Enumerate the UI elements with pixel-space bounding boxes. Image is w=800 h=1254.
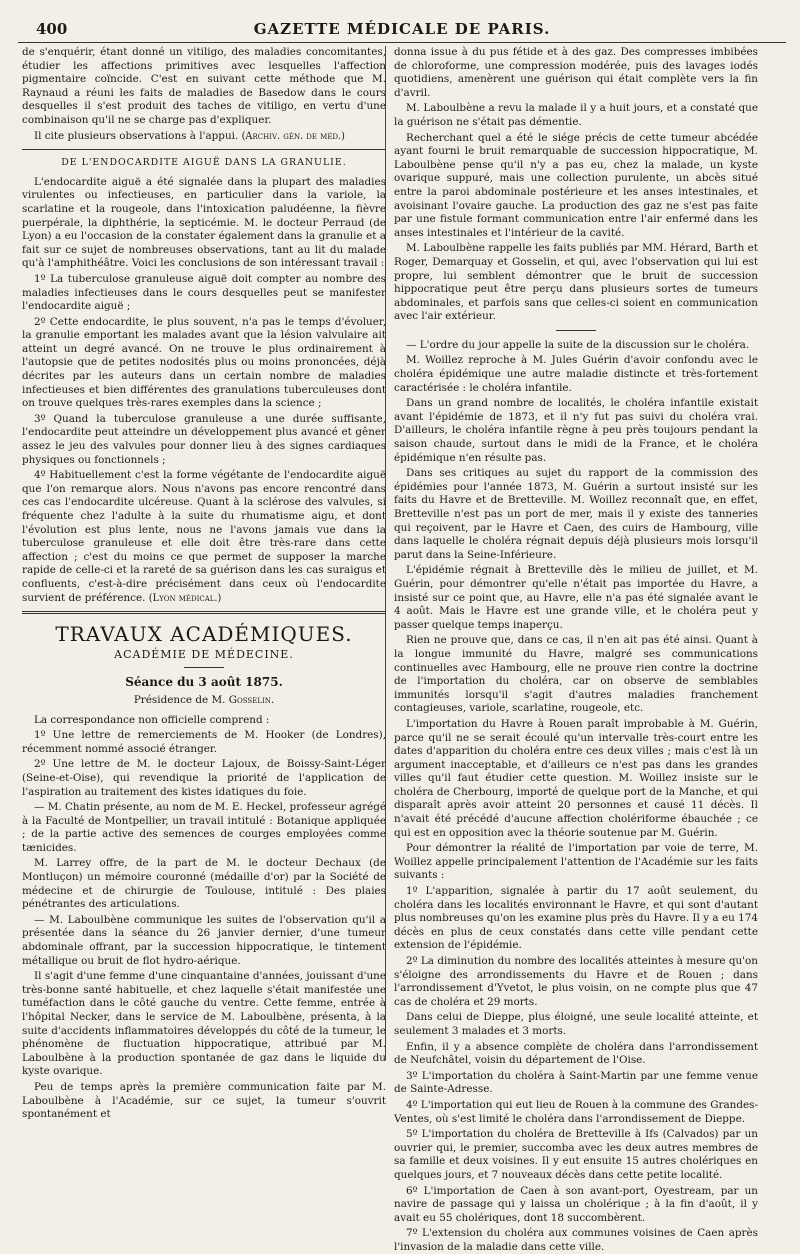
article-paragraph: Enfin, il y a absence complète de choléra dans l'arrondissement de Neufchâtel, voisin du département de l'Oise. <box>394 1040 758 1067</box>
academie-heading: ACADÉMIE DE MÉDECINE. <box>114 647 294 661</box>
article-paragraph: 1º L'apparition, signalée à partir du 17 août seulement, du choléra dans les localités environnant le Havre, et qui sont d'autant plus nombreuses qu'on les examine plus près du Havre. Il y a eu 174 décès en plus de ceux constatés dans cette ville pendant cette extension de l'épidémie. <box>394 885 758 952</box>
source-citation: (Lyon médical.) <box>148 592 222 604</box>
article-paragraph: 3º L'importation du choléra à Saint-Martin par une femme venue de Sainte-Adresse. <box>394 1069 758 1096</box>
article-paragraph: — M. Laboulbène communique les suites de l'observation qu'il a présentée dans la séance du 26 janvier dernier, d'une tumeur abdominale offrant, par la succession hippocratique, le tintement métallique ou bruit de flot hydro-aérique. <box>22 913 386 967</box>
header-rule <box>18 42 786 43</box>
intro-closing-text: Il cite plusieurs observations à l'appui. <box>34 129 239 142</box>
article-paragraph: 6º L'importation de Caen à son avant-port, Oyestream, par un navire de passage qui y laissa un cholérique ; à la fin d'août, il y avait eu 55 cholériques, dont 18 succombèrent. <box>394 1184 758 1224</box>
article-paragraph: M. Laboulbène a revu la malade il y a huit jours, et a constaté que la guérison ne s'était pas démentie. <box>394 102 758 128</box>
article-paragraph: Il s'agit d'une femme d'une cinquantaine d'années, jouissant d'une très-bonne santé habituelle, et chez laquelle s'était manifestée une tuméfaction dans le côté gauche du ventre. Cette femme, entrée à l'hôpital Necker, dans le service de M. Laboulbène, présenta, à la suite d'accidents inflammatoires développés du côté de la tumeur, le phénomène de fluctuation hippocratique, attribué par M. Laboulbène à la production spontanée de gaz dans le liquide du kyste ovarique. <box>22 970 386 1078</box>
presidence-line <box>22 694 386 708</box>
article-paragraph: M. Laboulbène rappelle les faits publiés par MM. Hérard, Barth et Roger, Demarquay et Gosselin, et qui, avec l'observation qui lui est propre, lui semblent démontrer que le bruit de succession hippocratique peut être perçu dans plusieurs sortes de tumeurs abdominales, et parfois sans que celles-ci soient en communication avec l'air extérieur. <box>394 242 758 323</box>
article-paragraph: 1º La tuberculose granuleuse aiguë doit compter au nombre des maladies infectieuses dans le cours desquelles peut se manifester l'endocardite aiguë ; <box>22 272 386 313</box>
left-column <box>22 46 386 1121</box>
article-paragraph: 2º Cette endocardite, le plus souvent, n'a pas le temps d'évoluer, la granulie emportant les malades avant que la lésion valvulaire ait atteint un degré avancé. On ne trouve le plus ordinairement à l'autopsie que de petites nodosités plus ou moins prononcées, déjà décrites par les auteurs dans un certain nombre de maladies infectieuses et bien différentes des granulations tuberculeuses dont on trouve quelques très-rares exemples dans la science ; <box>22 315 386 410</box>
article-paragraph: Dans celui de Dieppe, plus éloigné, une seule localité atteinte, et seulement 3 malades et 3 morts. <box>394 1011 758 1037</box>
endocardite-heading: DE L'ENDOCARDITE AIGUË DANS LA GRANULIE. <box>61 157 347 169</box>
page-header <box>18 18 786 40</box>
endocardite-section <box>22 176 386 605</box>
short-rule <box>556 330 596 331</box>
intro-paragraph: de s'enquérir, étant donné un vitiligo, des maladies concomitantes, étudier les affections primitives avec lesquelles l'affection pigmentaire coïncide. C'est en suivant cette méthode que M. Raynaud a réuni les faits de maladies de Basedow dans le cours desquelles il s'est produit des taches de vitiligo, en vertu d'une combinaison qu'il ne se charge pas d'expliquer. <box>22 46 386 126</box>
article-paragraph: Pour démontrer la réalité de l'importation par voie de terre, M. Woillez appelle principalement l'attention de l'Académie sur les faits suivants : <box>394 842 758 882</box>
article-paragraph: M. Larrey offre, de la part de M. le docteur Dechaux (de Montluçon) un mémoire couronné (médaille d'or) par la Société de médecine et de chirurgie de Toulouse, intitulé : Des plaies pénétrantes des articulations. <box>22 857 386 911</box>
section-rule <box>22 149 386 150</box>
page-number: 400 <box>36 20 68 38</box>
article-paragraph: 2º La diminution du nombre des localités atteintes à mesure qu'on s'éloigne des arrondissements du Havre et de Rouen ; dans l'arrondissement d'Yvetot, le plus voisin, on ne compte plus que 47 cas de choléra et 29 morts. <box>394 955 758 1008</box>
article-paragraph: La correspondance non officielle comprend : <box>34 713 270 726</box>
article-paragraph: Dans un grand nombre de localités, le choléra infantile existait avant l'épidémie de 1873, et il n'y fut pas suivi du choléra vrai. D'ailleurs, le choléra infantile règne à peu près toujours pendant la saison chaude, surtout dans le midi de la France, et le choléra épidémique n'en résulte pas. <box>394 397 758 464</box>
article-paragraph: L'épidémie régnait à Bretteville dès le milieu de juillet, et M. Guérin, pour démontrer qu'elle n'était pas importée du Havre, a insisté sur ce point que, au Havre, elle n'a pas été signalée avant le 4 août. Mais le Havre est une grande ville, et le choléra peut y passer quelque temps inaperçu. <box>394 564 758 631</box>
article-paragraph: Peu de temps après la première communication faite par M. Laboulbène à l'Académie, sur ce sujet, la tumeur s'ouvrit spontanément et <box>22 1080 386 1121</box>
article-paragraph: donna issue à du pus fétide et à des gaz. Des compresses imbibées de chloroforme, une compression modérée, puis des lavages iodés quotidiens, amenèrent une guérison qui était complète vers la fin d'avril. <box>394 46 758 99</box>
right-column <box>394 46 758 1253</box>
presidence-name: Gosselin. <box>228 693 275 706</box>
source-citation: (Archiv. gén. de méd.) <box>241 130 345 142</box>
laboulbene-section <box>394 46 758 324</box>
article-paragraph: 1º Une lettre de remerciements de M. Hooker (de Londres), récemment nommé associé étranger. <box>22 729 386 755</box>
article-paragraph: Dans ses critiques au sujet du rapport de la commission des épidémies pour l'année 1873, M. Guérin a surtout insisté sur les faits du Havre et de Bretteville. M. Woillez reconnaît que, en effet, Bretteville n'est pas un port de mer, mais il y existe des tanneries qui reçoivent, par le Havre et Caen, des cuirs de Hambourg, ville dans laquelle le choléra régnait depuis déjà plusieurs mois lorsqu'il parut dans la Seine-Inférieure. <box>394 467 758 561</box>
presidence-label: Présidence de M. <box>133 693 226 706</box>
short-rule <box>184 667 224 668</box>
article-paragraph: 5º L'importation du choléra de Bretteville à Ifs (Calvados) par un ouvrier qui, le premier, succomba avec les deux autres membres de sa famille et deux voisines. Il y eut ensuite 15 autres cholériques en quelques jours, et 7 nouveaux décès dans cette petite localité. <box>394 1128 758 1181</box>
section-double-rule <box>22 611 386 614</box>
article-paragraph: — M. Chatin présente, au nom de M. E. Heckel, professeur agrégé à la Faculté de Montpellier, un travail intitulé : Botanique appliquée ; de la partie active des semences de courges employées comme tænicides. <box>22 801 386 854</box>
journal-title: GAZETTE MÉDICALE DE PARIS. <box>253 20 551 38</box>
intro-section <box>22 46 386 143</box>
article-paragraph: 7º L'extension du choléra aux communes voisines de Caen après l'invasion de la maladie dans cette ville. <box>394 1227 758 1253</box>
article-paragraph: 4º L'importation qui eut lieu de Rouen à la commune des Grandes-Ventes, où s'est limité le choléra dans l'arrondissement de Dieppe. <box>394 1098 758 1125</box>
correspondance-section <box>22 714 386 1122</box>
article-paragraph <box>22 469 386 605</box>
travaux-academiques-heading: TRAVAUX ACADÉMIQUES. <box>55 622 353 647</box>
article-paragraph: L'importation du Havre à Rouen paraît improbable à M. Guérin, parce qu'il ne se serait écoulé qu'un intervalle très-court entre les dates d'apparition du choléra entre ces deux villes ; mais c'est là un argument inacceptable, et d'ailleurs ce n'est pas dans les grandes villes qu'il faut étudier cette question. M. Woillez insiste sur le choléra de Cherbourg, importé de quelque port de la Manche, et qui disparaît après avoir atteint 20 personnes et causé 11 décès. Il n'avait été précédé d'aucune affection cholériforme ébauchée ; ce qui est en opposition avec la théorie soutenue par M. Guérin. <box>394 717 758 839</box>
cholera-section <box>394 339 758 1254</box>
article-paragraph: L'endocardite aiguë a été signalée dans la plupart des maladies virulentes ou infectieuses, en particulier dans la variole, la scarlatine et la rougeole, dans l'intoxication paludéenne, la fièvre puerpérale, la diphthérie, la septicémie. M. le docteur Perraud (de Lyon) a eu l'occasion de la constater également dans la granulie et a fait sur ce sujet de nombreuses observations, tant au lit du malade qu'à l'amphithéâtre. Voici les conclusions de son intéressant travail : <box>22 175 386 270</box>
article-paragraph: Rien ne prouve que, dans ce cas, il n'en ait pas été ainsi. Quant à la longue immunité du Havre, malgré ses communications continuelles avec Hambourg, elle ne prouve rien contre la doctrine de l'importation du choléra, car on observe de semblables immunités lorsqu'il s'agit d'autres maladies franchement contagieuses, variole, scarlatine, rougeole, etc. <box>394 634 758 715</box>
article-paragraph: M. Woillez reproche à M. Jules Guérin d'avoir confondu avec le choléra épidémique une autre maladie distincte et très-fortement caractérisée : le choléra infantile. <box>394 354 758 394</box>
intro-closing <box>22 130 386 144</box>
seance-title: Séance du 3 août 1875. <box>125 675 283 690</box>
article-paragraph: 3º Quand la tuberculose granuleuse a une durée suffisante, l'endocardite peut atteindre un développement plus avancé et gêner assez le jeu des valvules pour donner lieu à des signes cardiaques physiques ou fonctionnels ; <box>22 412 386 466</box>
article-paragraph: — L'ordre du jour appelle la suite de la discussion sur le choléra. <box>406 338 750 351</box>
article-paragraph: 2º Une lettre de M. le docteur Lajoux, de Boissy-Saint-Léger (Seine-et-Oise), qui revendique la priorité de l'application de l'aspiration au traitement des kistes idatiques du foie. <box>22 758 386 798</box>
article-paragraph: Recherchant quel a été le siége précis de cette tumeur abcédée ayant fourni le bruit remarquable de succession hippocratique, M. Laboulbène pense qu'il n'y a pas eu, chez la malade, un kyste ovarique suppuré, mais une collection purulente, un abcès situé entre la paroi abdominale postérieure et les anses intestinales, et avoisinant l'ovaire gauche. La production des gaz ne s'est pas faite par une fistule formant communication entre l'air enfermé dans les anses intestinales et l'intérieur de la cavité. <box>394 131 758 239</box>
article-paragraph-text: 4º Habituellement c'est la forme végétante de l'endocardite aiguë que l'on remarque alors. Nous n'avons pas encore rencontré dans ces cas l'endocardite ulcéreuse. Quant à la sclérose des valvules, si fréquente chez l'adulte à la suite du rhumatisme aigu, et dont l'évolution est plus lente, nous ne l'avons jamais vue dans la tuberculose granuleuse et elle doit être très-rare dans cette affection ; c'est du moins ce que permet de supposer la marche rapide de celle-ci et la rareté de sa guérison dans les cas suraigus et confluents, c'est-à-dire précisément dans ceux où l'endocardite survient de préférence. <box>22 469 386 604</box>
